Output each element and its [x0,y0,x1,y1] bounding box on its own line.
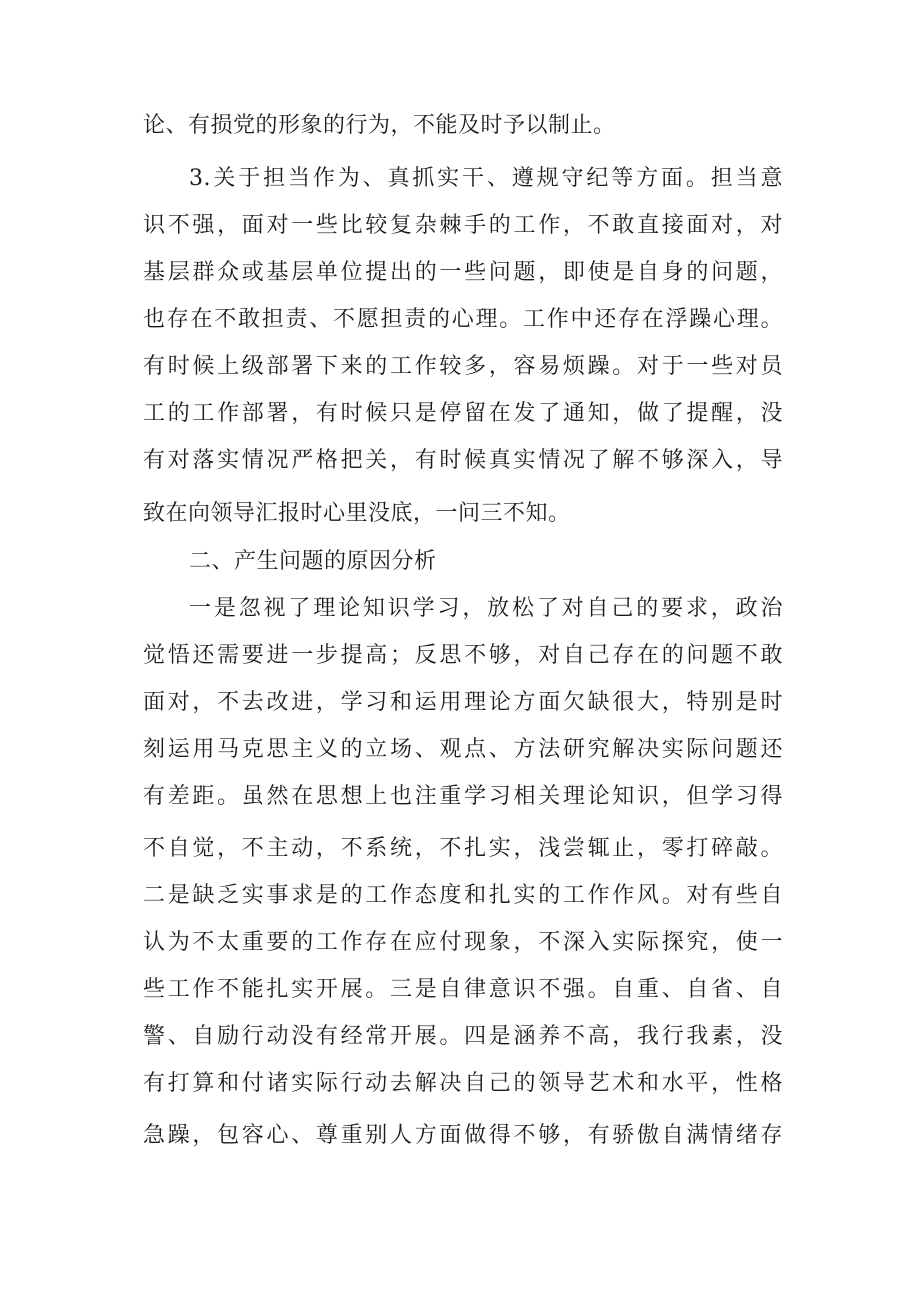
text-line: 基层群众或基层单位提出的一些问题，即使是自身的问题， [143,260,783,285]
text-line: 觉悟还需要进一步提高；反思不够，对自己存在的问题不敢 [143,643,783,668]
text-line: 些工作不能扎实开展。三是自律意识不强。自重、自省、自 [143,977,783,1002]
section-heading: 二、产生问题的原因分析 [189,549,437,574]
text-line: 有差距。虽然在思想上也注重学习相关理论知识，但学习得 [143,784,783,809]
section-heading-3: 3.关于担当作为、真抓实干、遵规守纪等方面。担当意 [189,166,783,191]
text-line: 识不强，面对一些比较复杂棘手的工作，不敢直接面对，对 [143,213,783,238]
text-line: 有打算和付诸实际行动去解决自己的领导艺术和水平，性格 [143,1071,783,1096]
text-line: 致在向领导汇报时心里没底，一问三不知。 [143,501,571,526]
text-line: 急躁，包容心、尊重别人方面做得不够，有骄傲自满情绪存 [143,1123,783,1148]
text-line: 工的工作部署，有时候只是停留在发了通知，做了提醒，没 [143,401,783,426]
text-line: 也存在不敢担责、不愿担责的心理。工作中还存在浮躁心理。 [143,307,783,332]
text-line: 一是忽视了理论知识学习，放松了对自己的要求，政治 [189,596,783,621]
text-line: 有对落实情况严格把关，有时候真实情况了解不够深入，导 [143,448,783,473]
text-line: 不自觉，不主动，不系统，不扎实，浅尝辄止，零打碎敲。 [143,836,783,861]
text-line: 论、有损党的形象的行为，不能及时予以制止。 [143,113,616,138]
text-line: 面对，不去改进，学习和运用理论方面欠缺很大，特别是时 [143,690,783,715]
text-line: 警、自励行动没有经常开展。四是涵养不高，我行我素，没 [143,1024,783,1049]
text-line: 认为不太重要的工作存在应付现象，不深入实际探究，使一 [143,930,783,955]
text-line: 有时候上级部署下来的工作较多，容易烦躁。对于一些对员 [143,354,783,379]
text-line: 二是缺乏实事求是的工作态度和扎实的工作作风。对有些自 [143,883,783,908]
text-line: 刻运用马克思主义的立场、观点、方法研究解决实际问题还 [143,737,783,762]
